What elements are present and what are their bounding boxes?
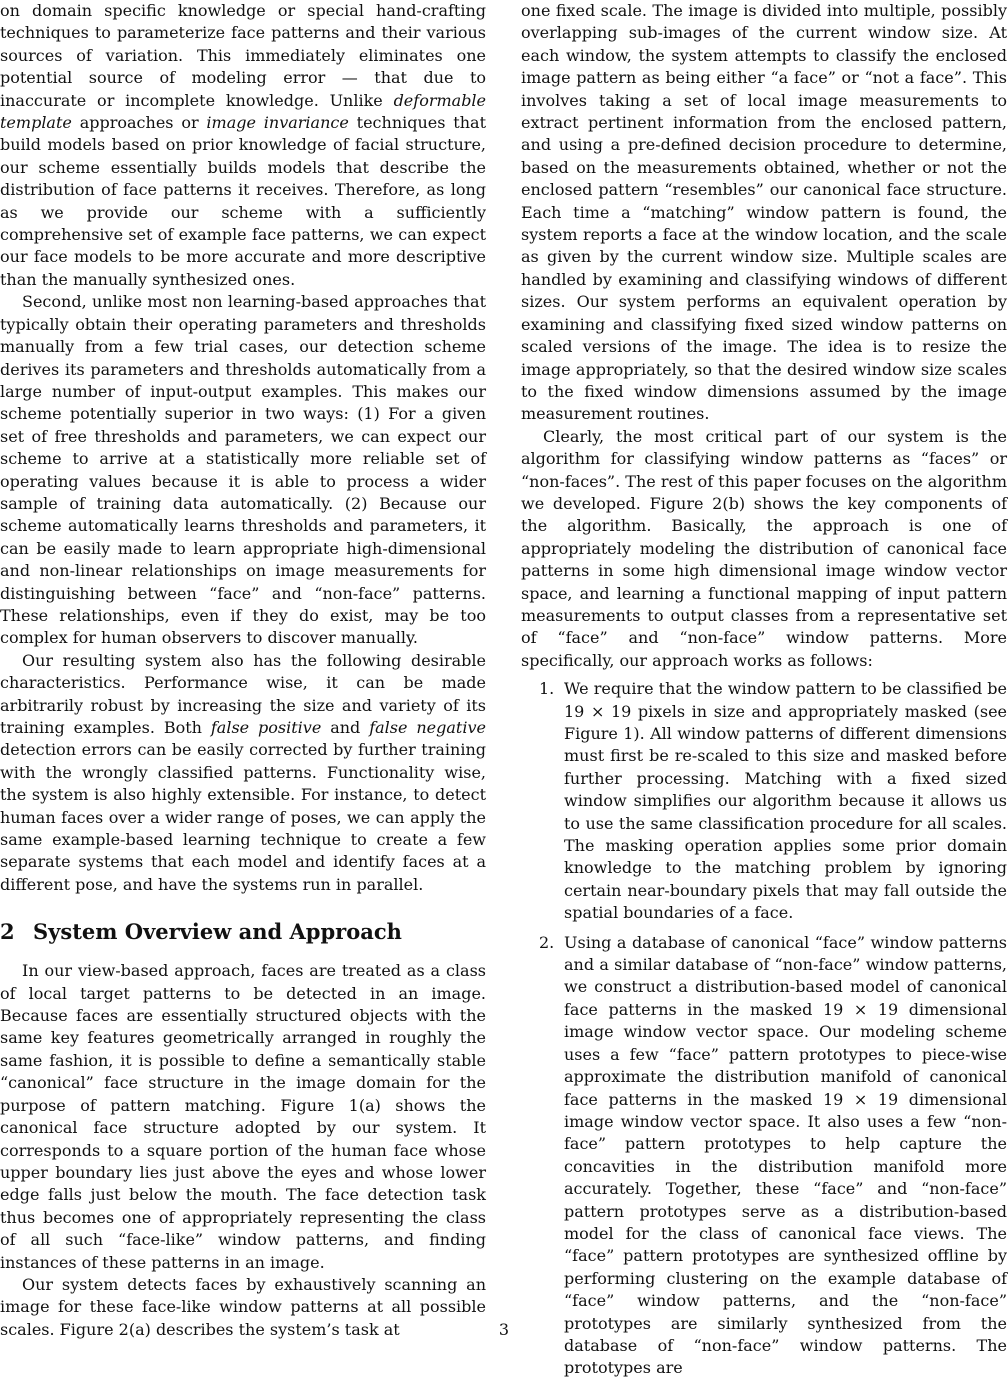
- paragraph-characteristics: Our resulting system also has the following desirable characteristics. Performance wise, it can be made arbitrarily robust by increasing the size and variety of its training examples. Both false positive and false negative detection errors can be easily corrected by further training with the wrongly classified patterns. Functionality wise, the system is also highly extensible. For instance, to detect human faces over a wider range of poses, we can apply the same example-based learning technique to create a few separate systems that each model and identify faces at a different pose, and have the systems run in parallel.: [0, 650, 486, 894]
- section-title: System Overview and Approach: [33, 919, 402, 945]
- left-column: [0, 0, 486, 1341]
- paragraph-second-advantage: Second, unlike most non learning-based approaches that typically obtain their operating parameters and thresholds manually from a few trial cases, our detection scheme derives its parameters and thresholds automatically from a large number of input-output examples. This makes our scheme potentially superior in two ways: (1) For a given set of free thresholds and parameters, we can expect our scheme to arrive at a statistically more reliable set of operating values because it is able to process a wider sample of training data automatically. (2) Because our scheme automatically learns thresholds and parameters, it can be easily made to learn appropriate high-dimensional and non-linear relationships on image measurements for distinguishing between “face” and “non-face” patterns. These relationships, even if they do exist, may be too complex for human observers to discover manually.: [0, 292, 486, 648]
- emphasis-false-positive: false positive: [210, 718, 322, 737]
- list-item: 2. Using a database of canonical “face” window patterns and a similar database of “non-face” window patterns, we construct a distribution-based model of canonical face patterns in the masked 19 × 19 dimensional image window vector space. Our modeling scheme uses a few “face” pattern prototypes to piece-wise approximate the distribution manifold of canonical face patterns in the masked 19 × 19 dimensional image window vector space. It also uses a few “non-face” pattern prototypes to help capture the concavities in the distribution manifold more accurately. Together, these “face” and “non-face” pattern prototypes serve as a distribution-based model for the class of canonical face views. The “face” pattern prototypes are synthesized offline by performing clustering on the example database of “face” window patterns, and the “non-face” prototypes are similarly synthesized from the database of “non-face” window patterns. The prototypes are: [539, 932, 1007, 1378]
- approach-steps-list: [521, 678, 1007, 1380]
- right-column: [521, 0, 1007, 1387]
- list-item: 1. We require that the window pattern to be classified be 19 × 19 pixels in size and appropriately masked (see Figure 1). All window patterns of different dimensions must first be re-scaled to this size and masked before further processing. Matching with a fixed sized window simplifies our algorithm because it allows us to use the same classification procedure for all scales. The masking operation applies some prior domain knowledge to the matching problem by ignoring certain near-boundary pixels that may fall outside the spatial boundaries of a face.: [539, 679, 1007, 923]
- emphasis-false-negative: false negative: [369, 718, 486, 737]
- paragraph-scanning: Our system detects faces by exhaustively scanning an image for these face-like window patterns at all possible scales. Figure 2(a) describes the system’s task at: [0, 1274, 486, 1339]
- section-number: 2: [0, 919, 15, 945]
- paragraph-critical-part: Clearly, the most critical part of our system is the algorithm for classifying window patterns as “faces” or “non-faces”. The rest of this paper focuses on the algorithm we developed. Figure 2(b) shows the key components of the algorithm. Basically, the approach is one of appropriately modeling the distribution of canonical face patterns in some high dimensional image window vector space, and learning a functional mapping of input pattern measurements to output classes from a representative set of “face” and “non-face” window patterns. More specifically, our approach works as follows:: [521, 426, 1007, 670]
- emphasis-image-invariance: image invariance: [206, 113, 349, 133]
- list-marker: 2.: [539, 932, 555, 952]
- list-marker: 1.: [539, 679, 555, 699]
- page-number: 3: [498, 1320, 510, 1339]
- paragraph-view-based: In our view-based approach, faces are treated as a class of local target patterns to be detected in an image. Because faces are essentially structured objects with the same key features geometrically arranged in roughly the same fashion, it is possible to define a semantically stable “canonical” face structure in the image domain for the purpose of pattern matching. Figure 1(a) shows the canonical face structure adopted by our system. It corresponds to a square portion of the human face whose upper boundary lies just above the eyes and whose lower edge falls just below the mouth. The face detection task thus becomes one of appropriately representing the class of all such “face-like” window patterns, and finding instances of these patterns in an image.: [0, 961, 486, 1272]
- emphasis-deformable-template: deformable template: [0, 90, 487, 133]
- paragraph-intro-continued: on domain specific knowledge or special hand-crafting techniques to parameterize face patterns and their various sources of variation. This immediately eliminates one potential source of modeling error — that due to inaccurate or incomplete knowledge. Unlike deformable template approaches or image invariance techniques that build models based on prior knowledge of facial structure, our scheme essentially builds models that describe the distribution of face patterns it receives. Therefore, as long as we provide our scheme with a sufficiently comprehensive set of example face patterns, we can expect our face models to be more accurate and more descriptive than the manually synthesized ones.: [0, 1, 487, 289]
- paragraph-fixed-scale: one fixed scale. The image is divided into multiple, possibly overlapping sub-images of the current window size. At each window, the system attempts to classify the enclosed image pattern as being either “a face” or “not a face”. This involves taking a set of local image measurements to extract pertinent information from the enclosed pattern, and using a pre-defined decision procedure to determine, based on the measurements obtained, whether or not the enclosed pattern “resembles” our canonical face structure. Each time a “matching” window pattern is found, the system reports a face at the window location, and the scale as given by the current window size. Multiple scales are handled by examining and classifying windows of different sizes. Our system performs an equivalent operation by examining and classifying fixed sized window patterns on scaled versions of the image. The idea is to resize the image appropriately, so that the desired window size scales to the fixed window dimensions assumed by the image measurement routines.: [521, 1, 1007, 424]
- section-heading: [0, 919, 486, 945]
